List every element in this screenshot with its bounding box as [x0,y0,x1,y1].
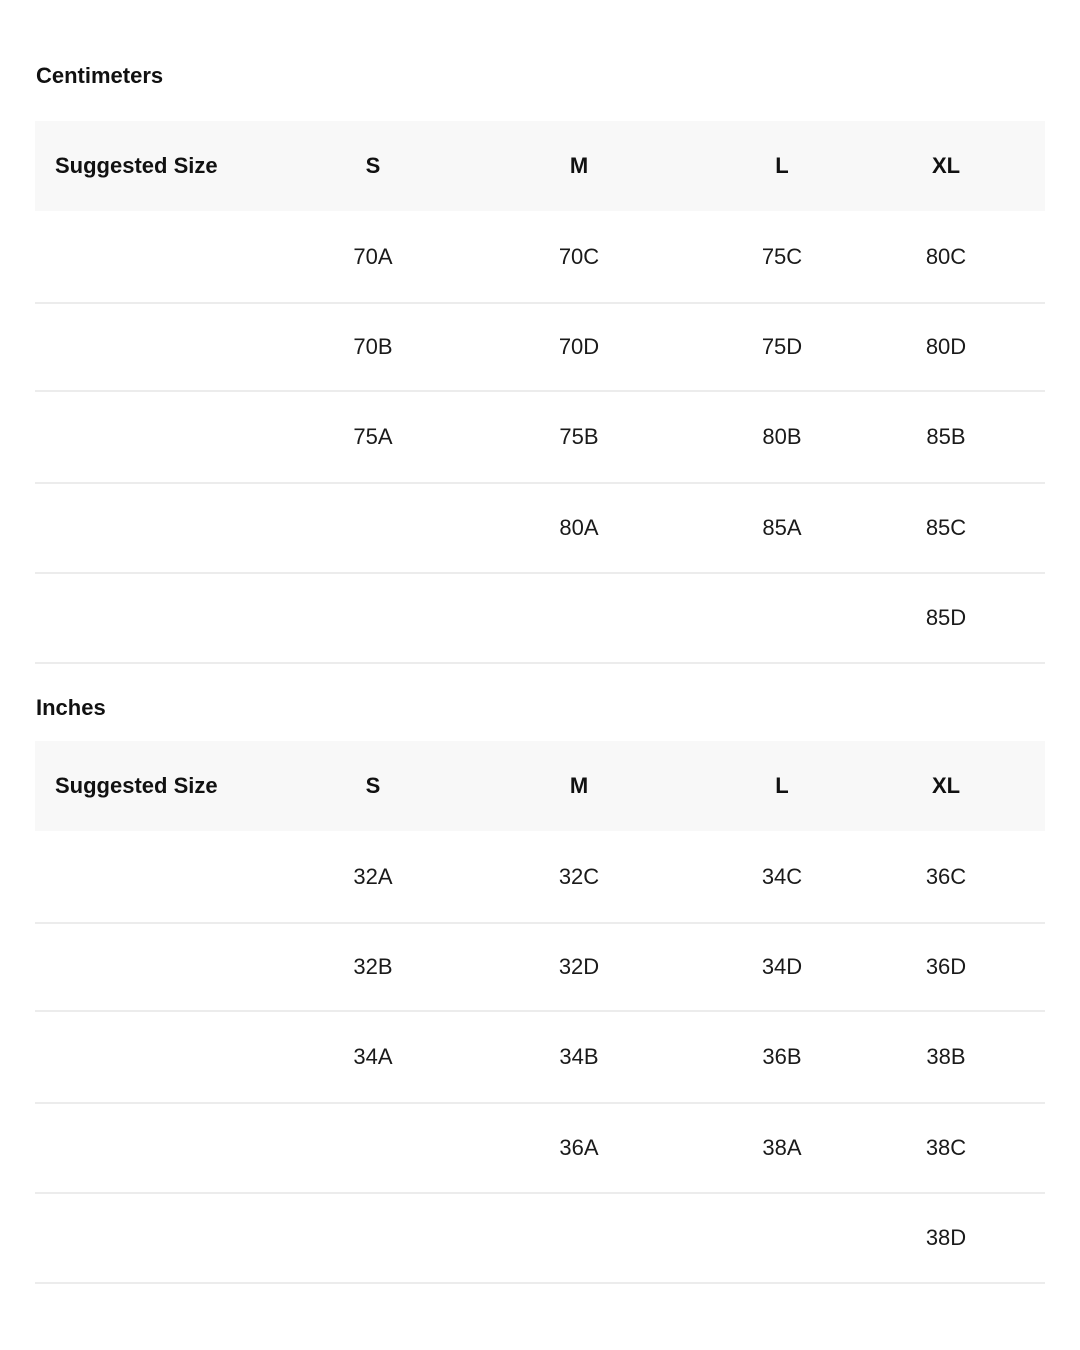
cell [441,1193,717,1283]
cell: 34B [559,1044,599,1069]
header-size-xl: XL [931,153,961,178]
cell [305,1103,441,1193]
table-row [35,391,1045,483]
cell [35,573,305,663]
cell [35,211,305,303]
cell: 85D [925,605,967,630]
cell [35,1011,305,1103]
header-size-m: M [569,153,589,178]
cell: 34C [761,863,803,889]
section-title: Inches [36,695,106,720]
cell: 80C [925,243,967,269]
cell [35,923,305,1011]
cell: 80B [762,424,802,449]
cell [35,831,305,923]
cell: 38A [762,1135,802,1160]
cell [35,1193,305,1283]
header-size-xl: XL [931,773,961,798]
table-row [35,1193,1045,1283]
table-row [35,211,1045,303]
cell [35,1103,305,1193]
cell: 75C [761,243,803,269]
cell [35,483,305,573]
cell [305,1193,441,1283]
cell [305,483,441,573]
size-table-inches [35,741,1045,1284]
header-size-s: S [365,153,381,178]
cell [717,1193,847,1283]
header-size-l: L [775,153,789,178]
cell: 80A [559,515,599,540]
cell: 85C [925,515,967,540]
table-row [35,573,1045,663]
table-row [35,923,1045,1011]
cell [35,391,305,483]
cell: 38D [925,1225,967,1250]
table-row [35,483,1045,573]
cell: 70D [558,334,600,359]
table-row [35,303,1045,391]
cell [441,573,717,663]
cell: 34A [353,1044,393,1069]
cell: 75A [353,424,393,449]
cell [305,573,441,663]
cell: 70C [558,243,600,269]
cell: 32C [558,863,600,889]
cell: 70A [353,243,393,269]
cell: 32D [558,954,600,979]
cell: 36D [925,954,967,979]
cell: 75D [761,334,803,359]
header-suggested-size: Suggested Size [55,773,218,798]
table-row [35,1011,1045,1103]
cell: 34D [761,954,803,979]
cell [35,303,305,391]
cell: 36B [762,1044,802,1069]
header-size-l: L [775,773,789,798]
cell: 85A [762,515,802,540]
cell: 32A [353,863,393,889]
cell: 36A [559,1135,599,1160]
header-suggested-size: Suggested Size [55,153,218,178]
header-size-s: S [365,773,381,798]
cell: 75B [559,424,599,449]
cell: 80D [925,334,967,359]
cell: 85B [926,424,966,449]
cell: 32B [353,954,393,979]
section-title: Centimeters [36,63,164,88]
table-row [35,831,1045,923]
size-table-centimeters [35,121,1045,664]
cell: 38C [925,1135,967,1160]
cell: 38B [926,1044,966,1069]
header-size-m: M [569,773,589,798]
table-header-row [35,121,1045,211]
cell [717,573,847,663]
cell: 70B [353,334,393,359]
cell: 36C [925,863,967,889]
table-header-row [35,741,1045,831]
table-row [35,1103,1045,1193]
